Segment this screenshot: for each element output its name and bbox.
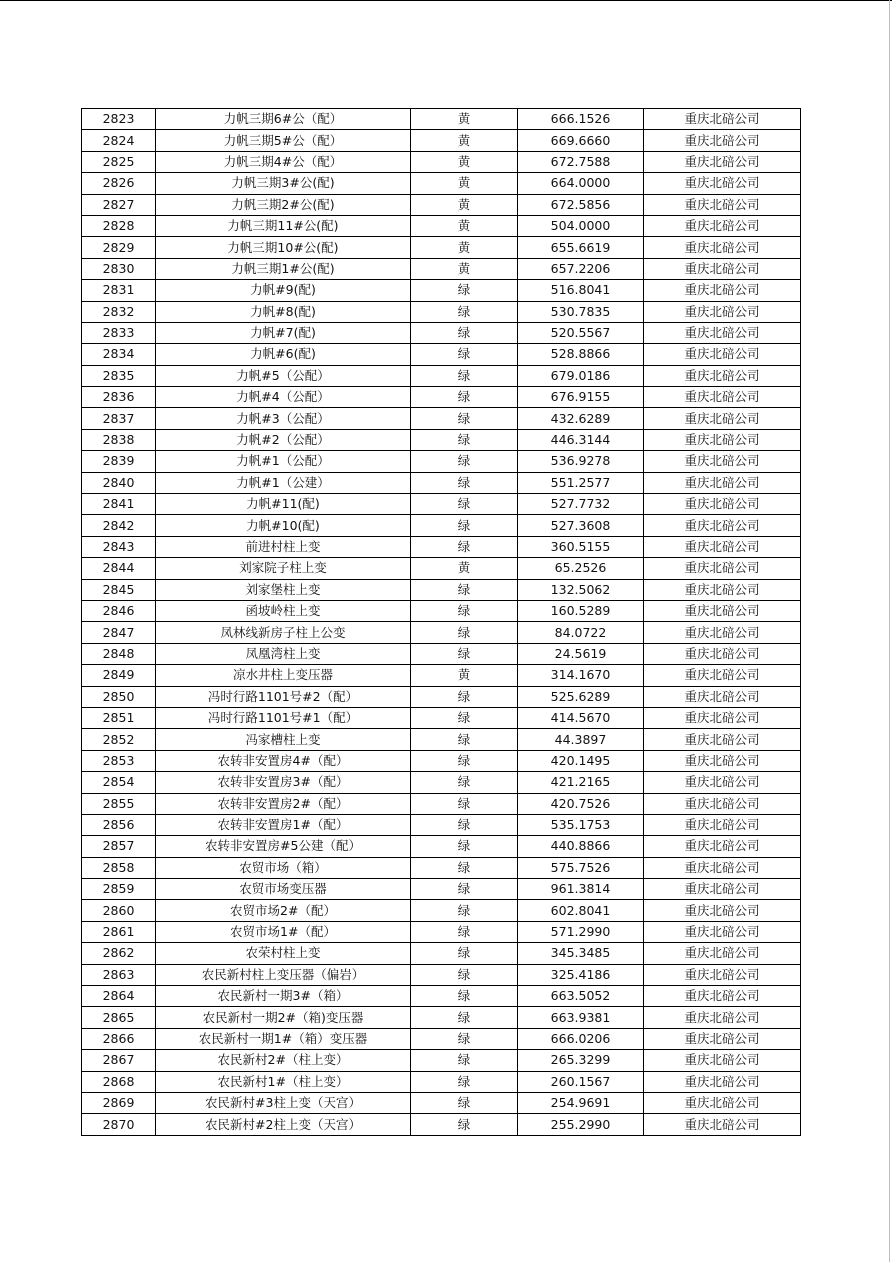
status-color-cell: 绿 xyxy=(411,515,518,536)
row-number-cell: 2850 xyxy=(82,686,156,707)
row-number-cell: 2857 xyxy=(82,836,156,857)
company-cell: 重庆北碚公司 xyxy=(644,558,801,579)
row-number-cell: 2844 xyxy=(82,558,156,579)
row-number-cell: 2864 xyxy=(82,986,156,1007)
status-color-cell: 绿 xyxy=(411,686,518,707)
table-row xyxy=(82,237,801,258)
table-row xyxy=(82,536,801,557)
station-name-cell: 农民新村#2柱上变（天宫） xyxy=(156,1114,411,1135)
station-name-cell: 农民新村一期1#（箱）变压器 xyxy=(156,1028,411,1049)
company-cell: 重庆北碚公司 xyxy=(644,986,801,1007)
value-cell: 265.3299 xyxy=(518,1050,644,1071)
status-color-cell: 黄 xyxy=(411,237,518,258)
company-cell: 重庆北碚公司 xyxy=(644,365,801,386)
page-right-edge xyxy=(889,0,890,1262)
status-color-cell: 黄 xyxy=(411,215,518,236)
value-cell: 24.5619 xyxy=(518,643,644,664)
row-number-cell: 2831 xyxy=(82,280,156,301)
row-number-cell: 2868 xyxy=(82,1071,156,1092)
value-cell: 260.1567 xyxy=(518,1071,644,1092)
table-row xyxy=(82,964,801,985)
company-cell: 重庆北碚公司 xyxy=(644,665,801,686)
value-cell: 446.3144 xyxy=(518,429,644,450)
value-cell: 530.7835 xyxy=(518,301,644,322)
row-number-cell: 2836 xyxy=(82,387,156,408)
value-cell: 520.5567 xyxy=(518,322,644,343)
table-row xyxy=(82,665,801,686)
status-color-cell: 绿 xyxy=(411,494,518,515)
status-color-cell: 绿 xyxy=(411,301,518,322)
company-cell: 重庆北碚公司 xyxy=(644,1028,801,1049)
station-name-cell: 凤林线新房子柱上公变 xyxy=(156,622,411,643)
table-row xyxy=(82,707,801,728)
station-name-cell: 农贸市场变压器 xyxy=(156,879,411,900)
value-cell: 666.1526 xyxy=(518,109,644,130)
status-color-cell: 绿 xyxy=(411,707,518,728)
row-number-cell: 2858 xyxy=(82,857,156,878)
station-name-cell: 农转非安置房2#（配） xyxy=(156,793,411,814)
station-name-cell: 刘家院子柱上变 xyxy=(156,558,411,579)
company-cell: 重庆北碚公司 xyxy=(644,879,801,900)
status-color-cell: 绿 xyxy=(411,943,518,964)
company-cell: 重庆北碚公司 xyxy=(644,643,801,664)
row-number-cell: 2849 xyxy=(82,665,156,686)
table-row xyxy=(82,772,801,793)
status-color-cell: 绿 xyxy=(411,1092,518,1113)
table-row xyxy=(82,622,801,643)
status-color-cell: 绿 xyxy=(411,857,518,878)
status-color-cell: 黄 xyxy=(411,151,518,172)
station-name-cell: 力帆三期3#公(配) xyxy=(156,173,411,194)
value-cell: 420.1495 xyxy=(518,750,644,771)
value-cell: 535.1753 xyxy=(518,814,644,835)
status-color-cell: 绿 xyxy=(411,579,518,600)
table-row xyxy=(82,1028,801,1049)
company-cell: 重庆北碚公司 xyxy=(644,707,801,728)
row-number-cell: 2839 xyxy=(82,451,156,472)
value-cell: 432.6289 xyxy=(518,408,644,429)
row-number-cell: 2837 xyxy=(82,408,156,429)
row-number-cell: 2835 xyxy=(82,365,156,386)
status-color-cell: 绿 xyxy=(411,900,518,921)
value-cell: 527.3608 xyxy=(518,515,644,536)
station-name-cell: 力帆三期4#公（配） xyxy=(156,151,411,172)
table-row xyxy=(82,643,801,664)
table-row xyxy=(82,194,801,215)
station-name-cell: 力帆#4（公配） xyxy=(156,387,411,408)
station-name-cell: 凉水井柱上变压器 xyxy=(156,665,411,686)
status-color-cell: 绿 xyxy=(411,879,518,900)
table-row xyxy=(82,1071,801,1092)
table-row xyxy=(82,686,801,707)
value-cell: 254.9691 xyxy=(518,1092,644,1113)
status-color-cell: 绿 xyxy=(411,729,518,750)
company-cell: 重庆北碚公司 xyxy=(644,130,801,151)
row-number-cell: 2824 xyxy=(82,130,156,151)
value-cell: 536.9278 xyxy=(518,451,644,472)
row-number-cell: 2840 xyxy=(82,472,156,493)
value-cell: 672.7588 xyxy=(518,151,644,172)
value-cell: 664.0000 xyxy=(518,173,644,194)
row-number-cell: 2851 xyxy=(82,707,156,728)
station-name-cell: 力帆三期5#公（配） xyxy=(156,130,411,151)
status-color-cell: 绿 xyxy=(411,322,518,343)
company-cell: 重庆北碚公司 xyxy=(644,408,801,429)
station-name-cell: 力帆三期11#公(配) xyxy=(156,215,411,236)
table-row xyxy=(82,558,801,579)
station-name-cell: 冯时行路1101号#2（配） xyxy=(156,686,411,707)
row-number-cell: 2853 xyxy=(82,750,156,771)
row-number-cell: 2861 xyxy=(82,921,156,942)
row-number-cell: 2828 xyxy=(82,215,156,236)
row-number-cell: 2855 xyxy=(82,793,156,814)
row-number-cell: 2854 xyxy=(82,772,156,793)
company-cell: 重庆北碚公司 xyxy=(644,472,801,493)
company-cell: 重庆北碚公司 xyxy=(644,1114,801,1135)
table-row xyxy=(82,258,801,279)
company-cell: 重庆北碚公司 xyxy=(644,109,801,130)
station-name-cell: 农荣村柱上变 xyxy=(156,943,411,964)
company-cell: 重庆北碚公司 xyxy=(644,173,801,194)
company-cell: 重庆北碚公司 xyxy=(644,451,801,472)
row-number-cell: 2823 xyxy=(82,109,156,130)
table-row xyxy=(82,857,801,878)
company-cell: 重庆北碚公司 xyxy=(644,322,801,343)
table-row xyxy=(82,943,801,964)
row-number-cell: 2846 xyxy=(82,600,156,621)
table-row xyxy=(82,280,801,301)
status-color-cell: 绿 xyxy=(411,600,518,621)
station-name-cell: 农转非安置房#5公建（配） xyxy=(156,836,411,857)
status-color-cell: 黄 xyxy=(411,558,518,579)
company-cell: 重庆北碚公司 xyxy=(644,1092,801,1113)
station-name-cell: 农民新村2#（柱上变） xyxy=(156,1050,411,1071)
value-cell: 421.2165 xyxy=(518,772,644,793)
station-name-cell: 力帆#7(配) xyxy=(156,322,411,343)
station-name-cell: 力帆三期6#公（配） xyxy=(156,109,411,130)
status-color-cell: 绿 xyxy=(411,344,518,365)
status-color-cell: 黄 xyxy=(411,194,518,215)
company-cell: 重庆北碚公司 xyxy=(644,857,801,878)
row-number-cell: 2842 xyxy=(82,515,156,536)
station-name-cell: 力帆三期2#公(配) xyxy=(156,194,411,215)
row-number-cell: 2827 xyxy=(82,194,156,215)
table-row xyxy=(82,600,801,621)
value-cell: 314.1670 xyxy=(518,665,644,686)
status-color-cell: 绿 xyxy=(411,1050,518,1071)
company-cell: 重庆北碚公司 xyxy=(644,258,801,279)
station-name-cell: 农民新村一期3#（箱） xyxy=(156,986,411,1007)
table-row xyxy=(82,451,801,472)
company-cell: 重庆北碚公司 xyxy=(644,600,801,621)
company-cell: 重庆北碚公司 xyxy=(644,515,801,536)
value-cell: 666.0206 xyxy=(518,1028,644,1049)
table-row xyxy=(82,130,801,151)
company-cell: 重庆北碚公司 xyxy=(644,215,801,236)
status-color-cell: 黄 xyxy=(411,665,518,686)
status-color-cell: 黄 xyxy=(411,130,518,151)
row-number-cell: 2830 xyxy=(82,258,156,279)
status-color-cell: 绿 xyxy=(411,643,518,664)
value-cell: 528.8866 xyxy=(518,344,644,365)
station-name-cell: 农民新村一期2#（箱)变压器 xyxy=(156,1007,411,1028)
table-row xyxy=(82,729,801,750)
company-cell: 重庆北碚公司 xyxy=(644,301,801,322)
value-cell: 345.3485 xyxy=(518,943,644,964)
value-cell: 160.5289 xyxy=(518,600,644,621)
table-row xyxy=(82,1007,801,1028)
station-name-cell: 农民新村柱上变压器（偏岩） xyxy=(156,964,411,985)
value-cell: 65.2526 xyxy=(518,558,644,579)
status-color-cell: 绿 xyxy=(411,964,518,985)
station-name-cell: 力帆#3（公配） xyxy=(156,408,411,429)
station-name-cell: 力帆#2（公配） xyxy=(156,429,411,450)
station-name-cell: 刘家堡柱上变 xyxy=(156,579,411,600)
status-color-cell: 绿 xyxy=(411,772,518,793)
table-row xyxy=(82,472,801,493)
row-number-cell: 2866 xyxy=(82,1028,156,1049)
company-cell: 重庆北碚公司 xyxy=(644,793,801,814)
table-row xyxy=(82,408,801,429)
table-row xyxy=(82,921,801,942)
value-cell: 676.9155 xyxy=(518,387,644,408)
value-cell: 420.7526 xyxy=(518,793,644,814)
status-color-cell: 绿 xyxy=(411,280,518,301)
table-row xyxy=(82,750,801,771)
station-name-cell: 农转非安置房1#（配） xyxy=(156,814,411,835)
value-cell: 663.9381 xyxy=(518,1007,644,1028)
row-number-cell: 2856 xyxy=(82,814,156,835)
table-row xyxy=(82,515,801,536)
page-top-rule xyxy=(0,0,892,1)
table-row xyxy=(82,301,801,322)
station-name-cell: 农贸市场2#（配） xyxy=(156,900,411,921)
station-name-cell: 力帆#1（公配） xyxy=(156,451,411,472)
row-number-cell: 2867 xyxy=(82,1050,156,1071)
table-row xyxy=(82,173,801,194)
table-row xyxy=(82,109,801,130)
table-row xyxy=(82,879,801,900)
status-color-cell: 绿 xyxy=(411,1114,518,1135)
company-cell: 重庆北碚公司 xyxy=(644,921,801,942)
station-name-cell: 力帆三期10#公(配) xyxy=(156,237,411,258)
company-cell: 重庆北碚公司 xyxy=(644,622,801,643)
row-number-cell: 2865 xyxy=(82,1007,156,1028)
table-row xyxy=(82,1092,801,1113)
status-color-cell: 绿 xyxy=(411,536,518,557)
value-cell: 132.5062 xyxy=(518,579,644,600)
status-color-cell: 绿 xyxy=(411,1028,518,1049)
table-row xyxy=(82,579,801,600)
table-row xyxy=(82,900,801,921)
row-number-cell: 2832 xyxy=(82,301,156,322)
row-number-cell: 2834 xyxy=(82,344,156,365)
value-cell: 527.7732 xyxy=(518,494,644,515)
table-row xyxy=(82,793,801,814)
table-row xyxy=(82,1114,801,1135)
value-cell: 679.0186 xyxy=(518,365,644,386)
company-cell: 重庆北碚公司 xyxy=(644,836,801,857)
company-cell: 重庆北碚公司 xyxy=(644,579,801,600)
value-cell: 525.6289 xyxy=(518,686,644,707)
row-number-cell: 2847 xyxy=(82,622,156,643)
value-cell: 575.7526 xyxy=(518,857,644,878)
value-cell: 602.8041 xyxy=(518,900,644,921)
table-row xyxy=(82,429,801,450)
row-number-cell: 2825 xyxy=(82,151,156,172)
station-name-cell: 农民新村#3柱上变（天宫） xyxy=(156,1092,411,1113)
row-number-cell: 2845 xyxy=(82,579,156,600)
station-name-cell: 力帆#11(配) xyxy=(156,494,411,515)
value-cell: 672.5856 xyxy=(518,194,644,215)
table-row xyxy=(82,344,801,365)
station-name-cell: 农贸市场（箱） xyxy=(156,857,411,878)
row-number-cell: 2862 xyxy=(82,943,156,964)
status-color-cell: 绿 xyxy=(411,836,518,857)
value-cell: 663.5052 xyxy=(518,986,644,1007)
company-cell: 重庆北碚公司 xyxy=(644,814,801,835)
company-cell: 重庆北碚公司 xyxy=(644,344,801,365)
status-color-cell: 绿 xyxy=(411,387,518,408)
company-cell: 重庆北碚公司 xyxy=(644,964,801,985)
company-cell: 重庆北碚公司 xyxy=(644,1071,801,1092)
row-number-cell: 2860 xyxy=(82,900,156,921)
table-row xyxy=(82,387,801,408)
value-cell: 961.3814 xyxy=(518,879,644,900)
row-number-cell: 2841 xyxy=(82,494,156,515)
value-cell: 44.3897 xyxy=(518,729,644,750)
station-name-cell: 力帆#1（公建） xyxy=(156,472,411,493)
status-color-cell: 绿 xyxy=(411,793,518,814)
company-cell: 重庆北碚公司 xyxy=(644,1007,801,1028)
station-name-cell: 前进村柱上变 xyxy=(156,536,411,557)
company-cell: 重庆北碚公司 xyxy=(644,772,801,793)
station-name-cell: 冯时行路1101号#1（配） xyxy=(156,707,411,728)
value-cell: 360.5155 xyxy=(518,536,644,557)
company-cell: 重庆北碚公司 xyxy=(644,237,801,258)
status-color-cell: 黄 xyxy=(411,258,518,279)
table-row xyxy=(82,836,801,857)
company-cell: 重庆北碚公司 xyxy=(644,494,801,515)
station-name-cell: 农转非安置房4#（配） xyxy=(156,750,411,771)
station-name-cell: 农转非安置房3#（配） xyxy=(156,772,411,793)
row-number-cell: 2869 xyxy=(82,1092,156,1113)
row-number-cell: 2870 xyxy=(82,1114,156,1135)
table-row xyxy=(82,215,801,236)
company-cell: 重庆北碚公司 xyxy=(644,536,801,557)
status-color-cell: 绿 xyxy=(411,921,518,942)
row-number-cell: 2838 xyxy=(82,429,156,450)
company-cell: 重庆北碚公司 xyxy=(644,729,801,750)
value-cell: 325.4186 xyxy=(518,964,644,985)
value-cell: 504.0000 xyxy=(518,215,644,236)
status-color-cell: 绿 xyxy=(411,1071,518,1092)
status-color-cell: 绿 xyxy=(411,622,518,643)
transformer-table xyxy=(81,108,801,1136)
row-number-cell: 2829 xyxy=(82,237,156,258)
value-cell: 440.8866 xyxy=(518,836,644,857)
company-cell: 重庆北碚公司 xyxy=(644,194,801,215)
value-cell: 669.6660 xyxy=(518,130,644,151)
station-name-cell: 冯家槽柱上变 xyxy=(156,729,411,750)
company-cell: 重庆北碚公司 xyxy=(644,1050,801,1071)
status-color-cell: 绿 xyxy=(411,451,518,472)
table-body xyxy=(82,109,801,1136)
row-number-cell: 2848 xyxy=(82,643,156,664)
company-cell: 重庆北碚公司 xyxy=(644,429,801,450)
table-row xyxy=(82,322,801,343)
company-cell: 重庆北碚公司 xyxy=(644,686,801,707)
row-number-cell: 2843 xyxy=(82,536,156,557)
value-cell: 571.2990 xyxy=(518,921,644,942)
status-color-cell: 绿 xyxy=(411,408,518,429)
company-cell: 重庆北碚公司 xyxy=(644,750,801,771)
table-row xyxy=(82,365,801,386)
company-cell: 重庆北碚公司 xyxy=(644,943,801,964)
row-number-cell: 2859 xyxy=(82,879,156,900)
company-cell: 重庆北碚公司 xyxy=(644,280,801,301)
table-row xyxy=(82,814,801,835)
table-row xyxy=(82,1050,801,1071)
station-name-cell: 函坡岭柱上变 xyxy=(156,600,411,621)
value-cell: 655.6619 xyxy=(518,237,644,258)
value-cell: 255.2990 xyxy=(518,1114,644,1135)
station-name-cell: 力帆#8(配) xyxy=(156,301,411,322)
company-cell: 重庆北碚公司 xyxy=(644,151,801,172)
station-name-cell: 农民新村1#（柱上变） xyxy=(156,1071,411,1092)
value-cell: 516.8041 xyxy=(518,280,644,301)
status-color-cell: 绿 xyxy=(411,472,518,493)
company-cell: 重庆北碚公司 xyxy=(644,900,801,921)
status-color-cell: 绿 xyxy=(411,750,518,771)
station-name-cell: 农贸市场1#（配） xyxy=(156,921,411,942)
status-color-cell: 绿 xyxy=(411,986,518,1007)
status-color-cell: 绿 xyxy=(411,429,518,450)
status-color-cell: 黄 xyxy=(411,109,518,130)
station-name-cell: 力帆三期1#公(配) xyxy=(156,258,411,279)
table-row xyxy=(82,151,801,172)
station-name-cell: 力帆#6(配) xyxy=(156,344,411,365)
row-number-cell: 2833 xyxy=(82,322,156,343)
table-row xyxy=(82,494,801,515)
station-name-cell: 力帆#5（公配） xyxy=(156,365,411,386)
value-cell: 414.5670 xyxy=(518,707,644,728)
station-name-cell: 凤凰湾柱上变 xyxy=(156,643,411,664)
table-row xyxy=(82,986,801,1007)
station-name-cell: 力帆#10(配) xyxy=(156,515,411,536)
row-number-cell: 2852 xyxy=(82,729,156,750)
company-cell: 重庆北碚公司 xyxy=(644,387,801,408)
value-cell: 657.2206 xyxy=(518,258,644,279)
status-color-cell: 黄 xyxy=(411,173,518,194)
station-name-cell: 力帆#9(配) xyxy=(156,280,411,301)
status-color-cell: 绿 xyxy=(411,1007,518,1028)
value-cell: 551.2577 xyxy=(518,472,644,493)
row-number-cell: 2863 xyxy=(82,964,156,985)
status-color-cell: 绿 xyxy=(411,365,518,386)
row-number-cell: 2826 xyxy=(82,173,156,194)
value-cell: 84.0722 xyxy=(518,622,644,643)
status-color-cell: 绿 xyxy=(411,814,518,835)
